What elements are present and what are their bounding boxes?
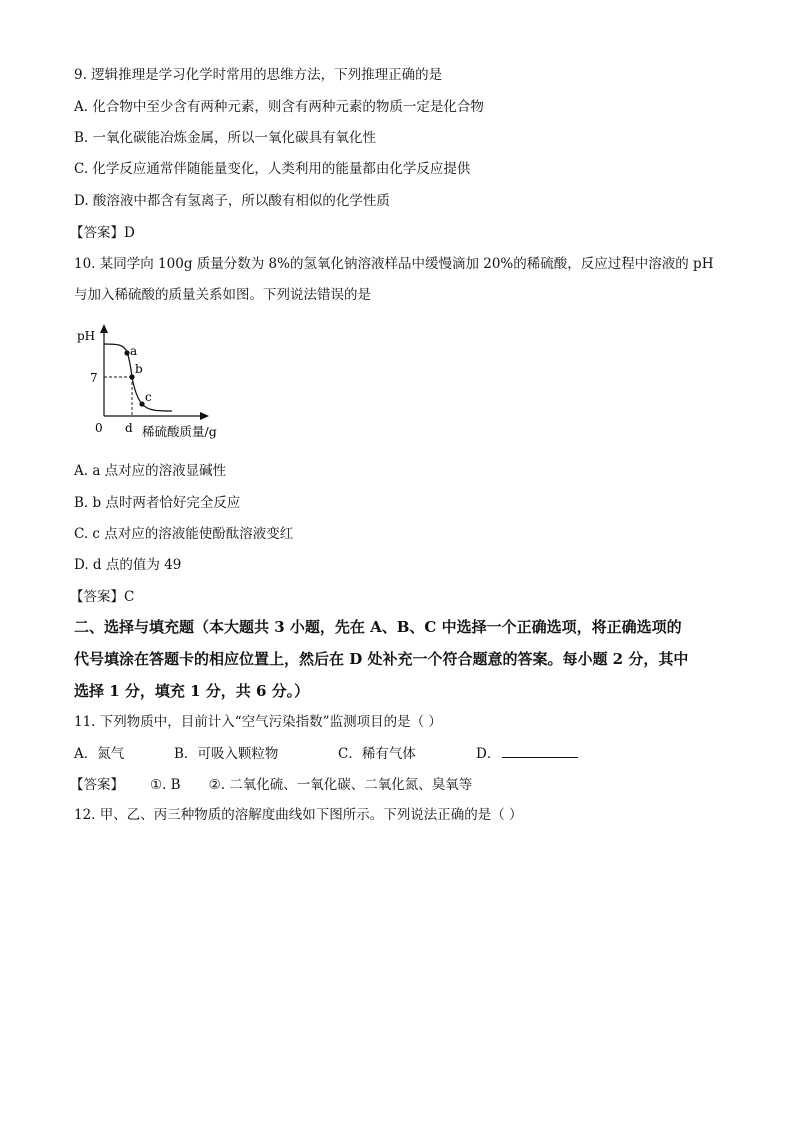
answer-label: 【答案】 [70, 225, 124, 241]
q10-option-d: D. d 点的值为 49 [74, 557, 182, 573]
answer-part2: ②. 二氧化硫、一氧化碳、二氧化氮、臭氧等 [208, 777, 473, 793]
point-a [124, 350, 129, 355]
q9-answer [70, 224, 135, 242]
y-axis-label: pH [77, 329, 96, 343]
q9-option-d: D. 酸溶液中都含有氢离子，所以酸有相似的化学性质 [74, 193, 390, 209]
q10-answer [70, 588, 134, 606]
ph-curve [104, 344, 172, 411]
q11-answer [70, 776, 472, 794]
point-c-label: c [145, 390, 152, 404]
section2-line3: 选择 1 分，填充 1 分，共 6 分。） [74, 682, 310, 700]
q11-option-d-label: D． [476, 746, 501, 762]
ph7-label: 7 [90, 371, 98, 385]
x-axis-label: 稀硫酸质量/g [142, 424, 217, 439]
point-a-label: a [130, 344, 138, 358]
answer-label: 【答案】 [70, 589, 124, 605]
q9-option-a: A. 化合物中至少含有两种元素，则含有两种元素的物质一定是化合物 [74, 99, 484, 115]
y-axis-arrow [100, 324, 108, 333]
q12-stem: 12. 甲、乙、丙三种物质的溶解度曲线如下图所示。下列说法正确的是（ ） [74, 807, 523, 823]
q9-stem: 9. 逻辑推理是学习化学时常用的思维方法，下列推理正确的是 [74, 67, 443, 83]
x-axis-arrow [200, 412, 209, 420]
q10-option-c: C. c 点对应的溶液能使酚酞溶液变红 [74, 526, 294, 542]
section2-line2: 代号填涂在答题卡的相应位置上，然后在 D 处补充一个符合题意的答案。每小题 2 分，其中 [74, 650, 689, 668]
q11-option-a: A．氮气 [74, 746, 125, 762]
q11-option-d [476, 745, 578, 763]
section2-line1: 二、选择与填充题（本大题共 3 小题，先在 A、B、C 中选择一个正确选项，将正确选项的 [74, 618, 682, 636]
q11-stem: 11. 下列物质中，目前计入“空气污染指数”监测项目的是（ ） [74, 714, 442, 730]
q9-option-b: B. 一氧化碳能冶炼金属，所以一氧化碳具有氧化性 [74, 130, 377, 146]
point-c [139, 401, 144, 406]
q11-option-c: C．稀有气体 [338, 746, 416, 762]
point-b [129, 374, 134, 379]
answer-part1: ①. B [150, 777, 181, 793]
q11-options [74, 745, 578, 763]
point-b-label: b [135, 362, 143, 376]
d-label: d [125, 421, 133, 435]
answer-value: C [124, 589, 135, 605]
q11-option-b: B．可吸入颗粒物 [174, 746, 279, 762]
ph-curve-figure [74, 322, 234, 442]
q10-option-b: B. b 点时两者恰好完全反应 [74, 495, 241, 511]
answer-value: D [124, 225, 135, 241]
q11-blank [502, 745, 578, 758]
q10-stem-line2: 与加入稀硫酸的质量关系如图。下列说法错误的是 [74, 287, 371, 303]
q10-option-a: A. a 点对应的溶液显碱性 [74, 463, 227, 479]
answer-label: 【答案】 [70, 777, 124, 793]
origin-label: 0 [95, 421, 103, 435]
q10-stem-line1: 10. 某同学向 100g 质量分数为 8%的氢氧化钠溶液样品中缓慢滴加 20%的稀硫酸，反应过程中溶液的 pH [74, 256, 714, 272]
q9-option-c: C. 化学反应通常伴随能量变化，人类利用的能量都由化学反应提供 [74, 161, 471, 177]
